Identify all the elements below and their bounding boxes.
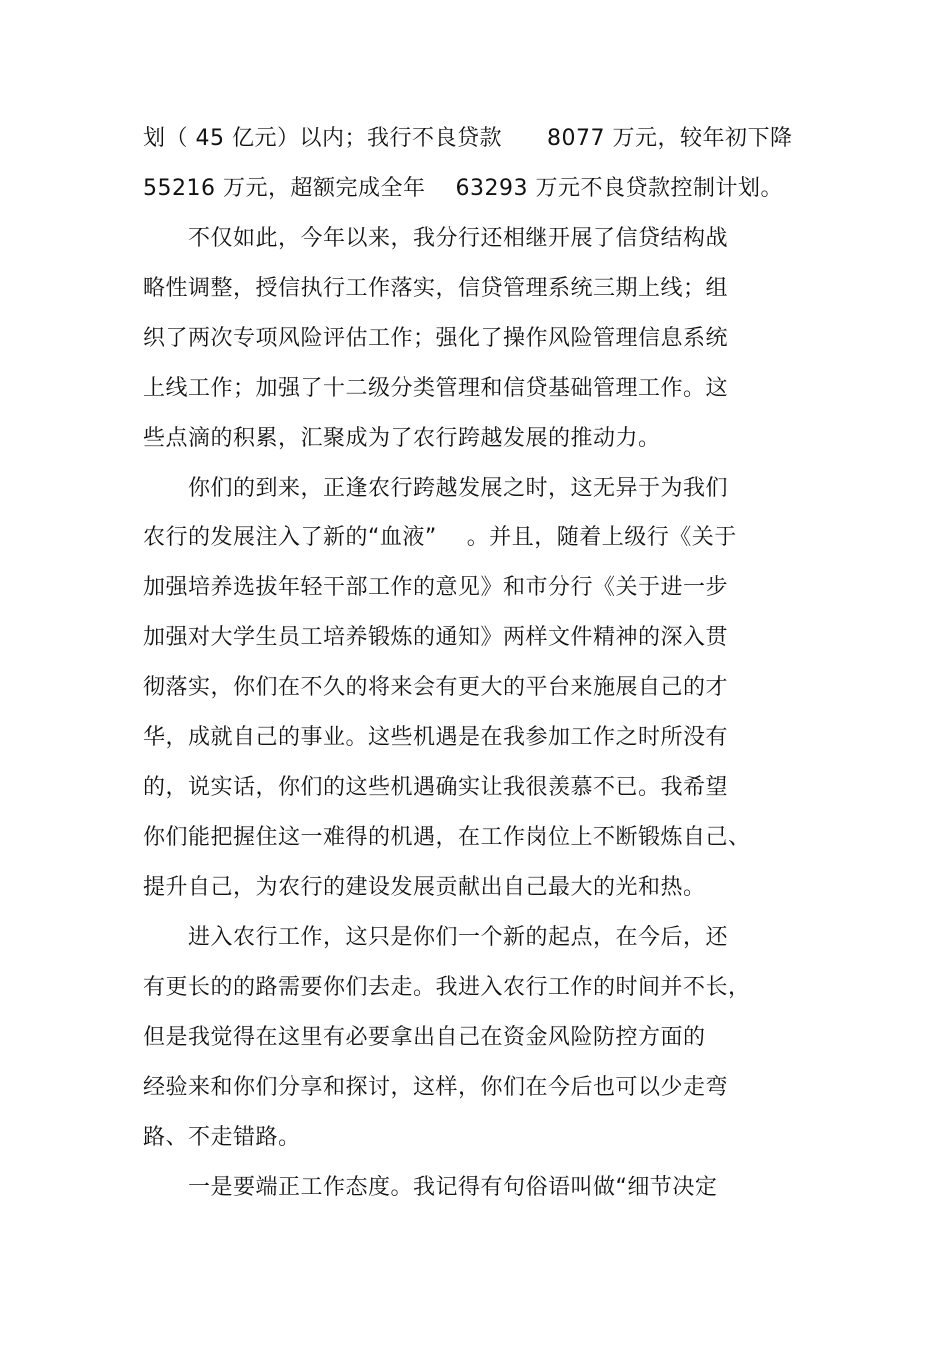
text-line-5: 织了两次专项风险评估工作；强化了操作风险管理信息系统	[143, 326, 729, 351]
text-line-1: 划（ 45 亿元）以内；我行不良贷款 8077 万元，较年初下降	[143, 126, 793, 151]
text-line-17: 进入农行工作，这只是你们一个新的起点，在今后，还	[143, 925, 729, 950]
text-line-2: 55216 万元，超额完成全年 63293 万元不良贷款控制计划。	[143, 176, 783, 201]
text-line-22: 一是要端正工作态度。我记得有句俗语叫做“细节决定	[143, 1175, 718, 1200]
text-line-20: 经验来和你们分享和探讨，这样，你们在今后也可以少走弯	[143, 1075, 729, 1100]
text-line-13: 华，成就自己的事业。这些机遇是在我参加工作之时所没有	[143, 725, 729, 750]
text-line-19: 但是我觉得在这里有必要拿出自己在资金风险防控方面的	[143, 1025, 706, 1050]
text-line-21: 路、不走错路。	[143, 1125, 301, 1150]
text-line-11: 加强对大学生员工培养锻炼的通知》两样文件精神的深入贯	[143, 625, 729, 650]
text-line-15: 你们能把握住这一难得的机遇，在工作岗位上不断锻炼自己、	[143, 825, 751, 850]
text-line-7: 些点滴的积累，汇聚成为了农行跨越发展的推动力。	[143, 426, 661, 451]
text-line-14: 的，说实话，你们的这些机遇确实让我很羡慕不已。我希望	[143, 775, 729, 800]
text-line-3: 不仅如此，今年以来，我分行还相继开展了信贷结构战	[143, 226, 729, 251]
text-line-6: 上线工作；加强了十二级分类管理和信贷基础管理工作。这	[143, 376, 729, 401]
text-line-18: 有更长的的路需要你们去走。我进入农行工作的时间并不长，	[143, 975, 751, 1000]
text-line-10: 加强培养选拔年轻干部工作的意见》和市分行《关于进一步	[143, 575, 729, 600]
text-line-12: 彻落实，你们在不久的将来会有更大的平台来施展自己的才	[143, 675, 729, 700]
text-line-9: 农行的发展注入了新的“血液” 。并且，随着上级行《关于	[143, 525, 737, 550]
text-line-4: 略性调整，授信执行工作落实，信贷管理系统三期上线；组	[143, 276, 729, 301]
text-line-16: 提升自己，为农行的建设发展贡献出自己最大的光和热。	[143, 875, 706, 900]
text-line-8: 你们的到来，正逢农行跨越发展之时，这无异于为我们	[143, 476, 729, 501]
